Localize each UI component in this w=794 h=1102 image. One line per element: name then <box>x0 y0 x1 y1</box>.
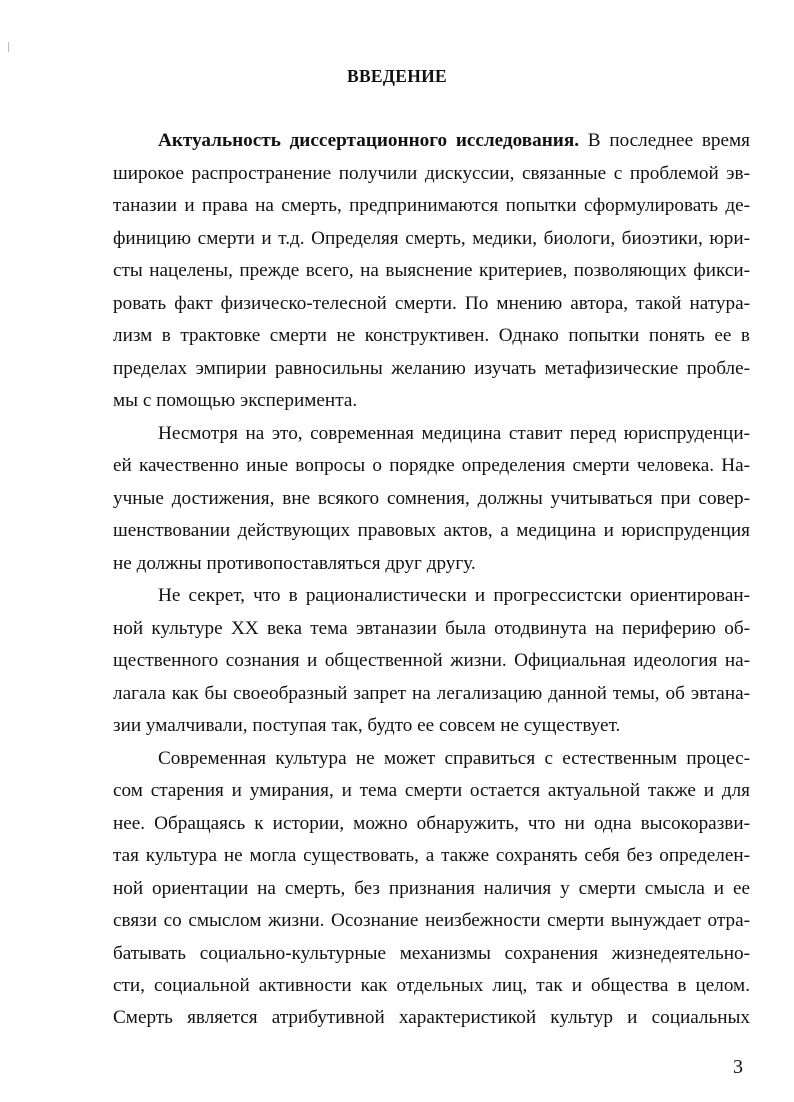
text-line: мы с помощью эксперимента. <box>113 390 358 411</box>
text-line: широкое распространение получили дискуссии, связанные с проблемой эв- <box>113 163 750 184</box>
page-title: ВВЕДЕНИЕ <box>346 66 448 86</box>
text-line: учные достижения, вне всякого сомнения, должны учитываться при совер- <box>113 488 750 509</box>
text-line: таназии и права на смерть, предпринимаются попытки сформулировать де- <box>113 195 750 216</box>
text-line: не должны противопоставляться друг другу. <box>113 553 476 574</box>
text-line: зии умалчивали, поступая так, будто ее совсем не существует. <box>113 715 621 736</box>
text-line: ей качественно иные вопросы о порядке определения смерти человека. На- <box>113 455 750 476</box>
text-line: ной ориентации на смерть, без признания наличия у смерти смысла и ее <box>113 878 750 899</box>
text-line: лагала как бы своеобразный запрет на легализацию данной темы, об эвтана- <box>113 683 750 704</box>
text-line: щественного сознания и общественной жизни. Официальная идеология на- <box>113 650 750 671</box>
text-line: тая культура не могла существовать, а также сохранять себя без определен- <box>113 845 750 866</box>
page-number: 3 <box>733 1056 743 1078</box>
text-line: сти, социальной активности как отдельных лиц, так и общества в целом. <box>113 975 750 996</box>
text-line: Актуальность диссертационного исследования. В последнее время <box>158 130 750 151</box>
text-line: ровать факт физическо-телесной смерти. По мнению автора, такой натура- <box>113 293 750 314</box>
text-line: финицию смерти и т.д. Определяя смерть, медики, биологи, биоэтики, юри- <box>113 228 750 249</box>
text-line: Не секрет, что в рационалистически и прогрессистски ориентирован- <box>158 585 750 606</box>
text-line: нее. Обращаясь к истории, можно обнаружить, что ни одна высокоразви- <box>113 813 750 834</box>
text-line: Современная культура не может справиться с естественным процес- <box>158 748 750 769</box>
text-line: сом старения и умирания, и тема смерти остается актуальной также и для <box>113 780 750 801</box>
text-line: Смерть является атрибутивной характеристикой культур и социальных <box>113 1007 750 1028</box>
lead-bold-phrase: Актуальность диссертационного исследования. <box>158 130 579 151</box>
text-line: Несмотря на это, современная медицина ставит перед юриспруденци- <box>158 423 750 444</box>
text-line: лизм в трактовке смерти не конструктивен. Однако попытки понять ее в <box>113 325 750 346</box>
text-line: шенствовании действующих правовых актов, а медицина и юриспруденция <box>113 520 750 541</box>
text-line: пределах эмпирии равносильны желанию изучать метафизические пробле- <box>113 358 750 379</box>
text-line: ной культуре XX века тема эвтаназии была отодвинута на периферию об- <box>113 618 750 639</box>
text-line: сты нацелены, прежде всего, на выяснение критериев, позволяющих фикси- <box>113 260 750 281</box>
text-line: связи со смыслом жизни. Осознание неизбежности смерти вынуждает отра- <box>113 910 750 931</box>
text-line: батывать социально-культурные механизмы сохранения жизнедеятельно- <box>113 943 750 964</box>
scan-edge-mark <box>8 42 9 52</box>
